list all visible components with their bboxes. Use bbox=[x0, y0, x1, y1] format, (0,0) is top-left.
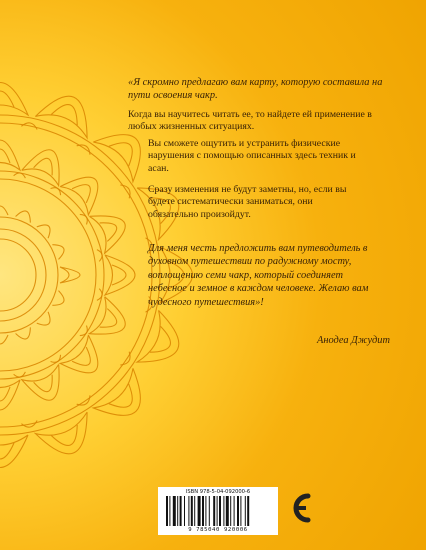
barcode-icon bbox=[166, 496, 270, 526]
isbn-text: ISBN 978-5-04-092000-6 bbox=[185, 489, 251, 495]
barcode-label bbox=[158, 487, 278, 535]
paragraph-sensing: Вы сможете ощутить и устранить физические нарушения с помощью описанных здесь техник и асан. bbox=[148, 138, 356, 174]
paragraph-changes: Сразу изменения не будут заметны, но, если вы будете систематически заниматься, они обязательно произойдут. bbox=[148, 184, 347, 220]
author-signature: Анодеа Джудит bbox=[316, 335, 390, 346]
quote-closing: Для меня честь предложить вам путеводитель в духовном путешествии по радужному мосту, воплощению семи чакр, который соединяет небесное и земное в каждом человеке. Желаю вам чудесного путешествия»! bbox=[148, 243, 369, 308]
paragraph-reading: Когда вы научитесь читать ее, то найдете ей применение в любых жизненных ситуациях. bbox=[128, 109, 372, 133]
barcode-number: 9 785040 920006 bbox=[188, 527, 248, 533]
publisher-logo-icon bbox=[288, 490, 314, 526]
quote-opening: «Я скромно предлагаю вам карту, которую составила на пути освоения чакр. bbox=[128, 77, 383, 101]
